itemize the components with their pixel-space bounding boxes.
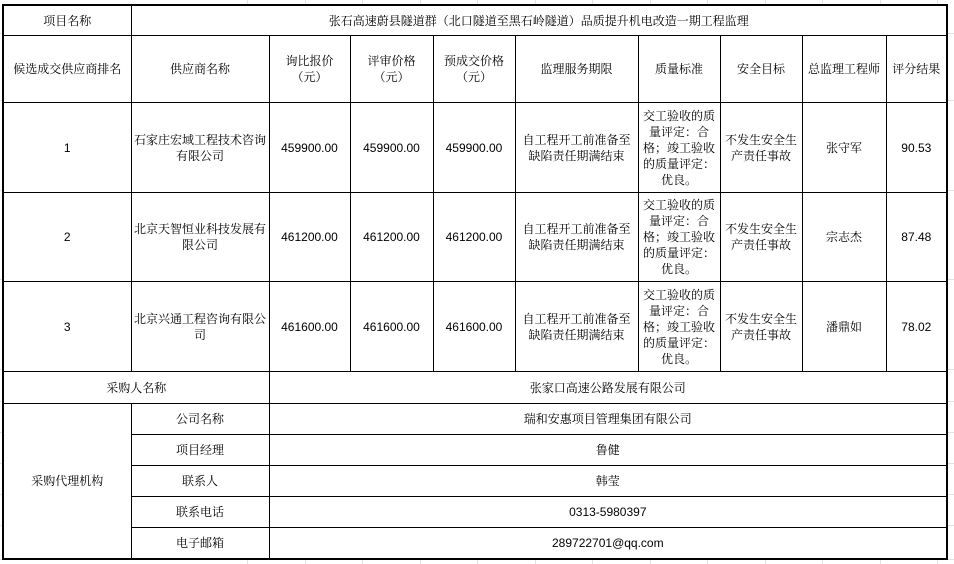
agency-label: 采购代理机构 — [3, 404, 131, 560]
agency-field-value: 鲁健 — [269, 435, 947, 466]
agency-field-label: 联系电话 — [131, 497, 269, 528]
col-header-safety-target: 安全目标 — [720, 36, 802, 103]
supplier-row — [3, 193, 947, 282]
supplier-name: 北京兴通工程咨询有限公司 — [131, 282, 269, 372]
supplier-chief-engineer: 潘鼎如 — [802, 282, 886, 372]
col-header-unit: （元） — [455, 70, 492, 84]
supplier-score: 90.53 — [886, 103, 947, 193]
col-header-label: 询比报价 — [285, 54, 334, 68]
supplier-pre-award-price: 461200.00 — [433, 193, 515, 282]
supplier-quality-standard: 交工验收的质量评定：合格；竣工验收的质量评定：优良。 — [638, 193, 720, 282]
supplier-review-price: 461600.00 — [350, 282, 433, 372]
agency-field-value: 289722701@qq.com — [269, 528, 947, 560]
supplier-inquiry-price: 461200.00 — [269, 193, 350, 282]
col-header-supplier-name: 供应商名称 — [131, 36, 269, 103]
agency-field-label: 公司名称 — [131, 404, 269, 435]
agency-field-value: 0313-5980397 — [269, 497, 947, 528]
supplier-rank: 2 — [3, 193, 131, 282]
purchaser-value: 张家口高速公路发展有限公司 — [269, 372, 947, 404]
supplier-service-period: 自工程开工前准备至缺陷责任期满结束 — [515, 193, 638, 282]
supplier-pre-award-price: 459900.00 — [433, 103, 515, 193]
purchaser-row — [3, 372, 947, 404]
supplier-name: 北京天智恒业科技发展有限公司 — [131, 193, 269, 282]
supplier-service-period: 自工程开工前准备至缺陷责任期满结束 — [515, 282, 638, 372]
award-result-table — [2, 4, 948, 560]
supplier-pre-award-price: 461600.00 — [433, 282, 515, 372]
project-name-label: 项目名称 — [3, 5, 131, 36]
supplier-chief-engineer: 宗志杰 — [802, 193, 886, 282]
supplier-score: 87.48 — [886, 193, 947, 282]
supplier-safety-target: 不发生安全生产责任事故 — [720, 193, 802, 282]
supplier-review-price: 459900.00 — [350, 103, 433, 193]
supplier-safety-target: 不发生安全生产责任事故 — [720, 282, 802, 372]
col-header-chief-engineer: 总监理工程师 — [802, 36, 886, 103]
supplier-quality-standard: 交工验收的质量评定：合格；竣工验收的质量评定：优良。 — [638, 103, 720, 193]
purchaser-label: 采购人名称 — [3, 372, 269, 404]
agency-field-label: 电子邮箱 — [131, 528, 269, 560]
supplier-service-period: 自工程开工前准备至缺陷责任期满结束 — [515, 103, 638, 193]
agency-field-value: 瑞和安惠项目管理集团有限公司 — [269, 404, 947, 435]
agency-row — [3, 497, 947, 528]
agency-row — [3, 404, 947, 435]
supplier-name: 石家庄宏域工程技术咨询有限公司 — [131, 103, 269, 193]
supplier-score: 78.02 — [886, 282, 947, 372]
col-header-score: 评分结果 — [886, 36, 947, 103]
supplier-rank: 1 — [3, 103, 131, 193]
supplier-chief-engineer: 张守军 — [802, 103, 886, 193]
project-name-value: 张石高速蔚县隧道群（北口隧道至黑石岭隧道）品质提升机电改造一期工程监理 — [131, 5, 947, 36]
agency-row — [3, 528, 947, 560]
col-header-label: 评审价格 — [367, 54, 416, 68]
supplier-safety-target: 不发生安全生产责任事故 — [720, 103, 802, 193]
supplier-inquiry-price: 461600.00 — [269, 282, 350, 372]
col-header-inquiry-price — [269, 36, 350, 103]
supplier-review-price: 461200.00 — [350, 193, 433, 282]
supplier-rank: 3 — [3, 282, 131, 372]
col-header-unit: （元） — [291, 70, 328, 84]
agency-field-label: 联系人 — [131, 466, 269, 497]
supplier-inquiry-price: 459900.00 — [269, 103, 350, 193]
col-header-unit: （元） — [373, 70, 410, 84]
supplier-row — [3, 103, 947, 193]
agency-field-value: 韩莹 — [269, 466, 947, 497]
supplier-row — [3, 282, 947, 372]
supplier-quality-standard: 交工验收的质量评定：合格；竣工验收的质量评定：优良。 — [638, 282, 720, 372]
col-header-label: 预成交价格 — [443, 54, 504, 68]
agency-field-label: 项目经理 — [131, 435, 269, 466]
agency-row — [3, 435, 947, 466]
column-header-row — [3, 36, 947, 103]
col-header-service-period: 监理服务期限 — [515, 36, 638, 103]
col-header-quality-standard: 质量标准 — [638, 36, 720, 103]
col-header-rank: 候选成交供应商排名 — [3, 36, 131, 103]
project-row — [3, 5, 947, 36]
col-header-pre-award-price — [433, 36, 515, 103]
agency-row — [3, 466, 947, 497]
col-header-review-price — [350, 36, 433, 103]
